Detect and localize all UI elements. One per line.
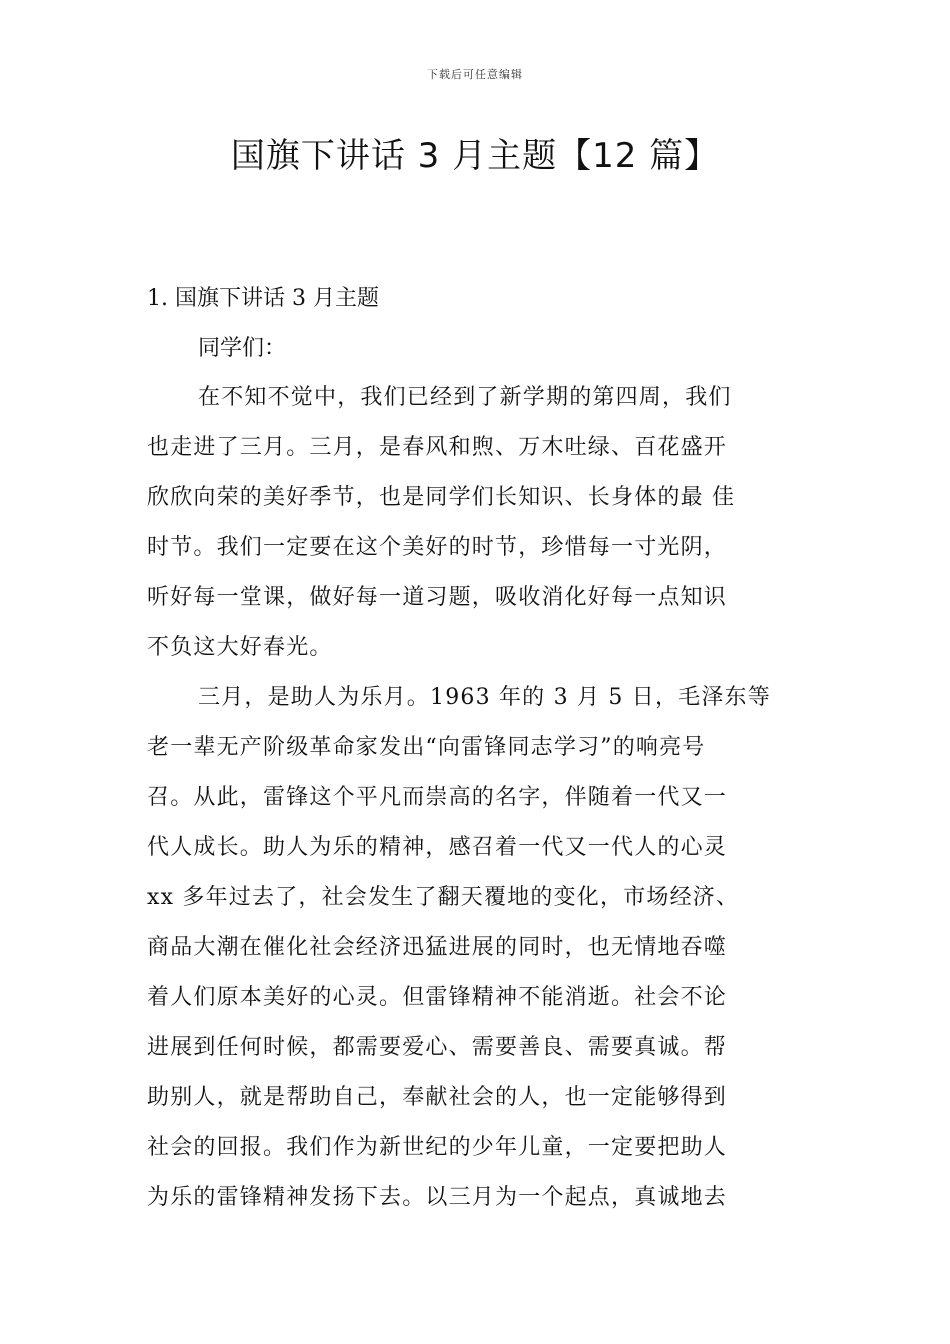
- paragraph-line: 商品大潮在催化社会经济迅猛进展的同时，也无情地吞噬: [147, 935, 728, 960]
- paragraph-2: [147, 673, 807, 1223]
- paragraph-line: 时节。我们一定要在这个美好的时节，珍惜每一寸光阴，: [147, 535, 728, 560]
- document-title: 国旗下讲话 3 月主题【12 篇】: [230, 136, 720, 176]
- paragraph-line: 着人们原本美好的心灵。但雷锋精神不能消逝。社会不论: [147, 985, 728, 1010]
- greeting-line: 同学们：: [198, 336, 287, 361]
- paragraph-line: 社会的回报。我们作为新世纪的少年儿童，一定要把助人: [147, 1135, 728, 1160]
- paragraph-line: 代人成长。助人为乐的精神，感召着一代又一代人的心灵: [147, 835, 728, 860]
- paragraph-line: 老一辈无产阶级革命家发出“向雷锋同志学习”的响亮号: [147, 735, 706, 760]
- header-note: 下载后可任意编辑: [427, 68, 523, 81]
- paragraph-line: 助别人，就是帮助自己，奉献社会的人，也一定能够得到: [147, 1085, 728, 1110]
- paragraph-line: 召。从此，雷锋这个平凡而崇高的名字，伴随着一代又一: [147, 785, 728, 810]
- paragraph-line: xx 多年过去了，社会发生了翻天覆地的变化，市场经济、: [147, 885, 740, 910]
- paragraph-line: 为乐的雷锋精神发扬下去。以三月为一个起点，真诚地去: [147, 1185, 728, 1210]
- paragraph-line: 听好每一堂课，做好每一道习题，吸收消化好每一点知识: [147, 585, 728, 610]
- paragraph-line: 进展到任何时候，都需要爱心、需要善良、需要真诚。帮: [147, 1035, 728, 1060]
- paragraph-line: 在不知不觉中，我们已经到了新学期的第四周，我们: [198, 385, 732, 410]
- paragraph-line: 三月，是助人为乐月。1963 年的 3 月 5 日，毛泽东等: [198, 685, 771, 710]
- paragraph-line: 也走进了三月。三月，是春风和煦、万木吐绿、百花盛开: [147, 435, 728, 460]
- paragraph-1: [147, 373, 807, 673]
- paragraph-line: 欣欣向荣的美好季节，也是同学们长知识、长身体的最 佳: [147, 485, 736, 510]
- paragraph-line: 不负这大好春光。: [147, 635, 333, 660]
- section-heading: 1. 国旗下讲话 3 月主题: [147, 286, 379, 311]
